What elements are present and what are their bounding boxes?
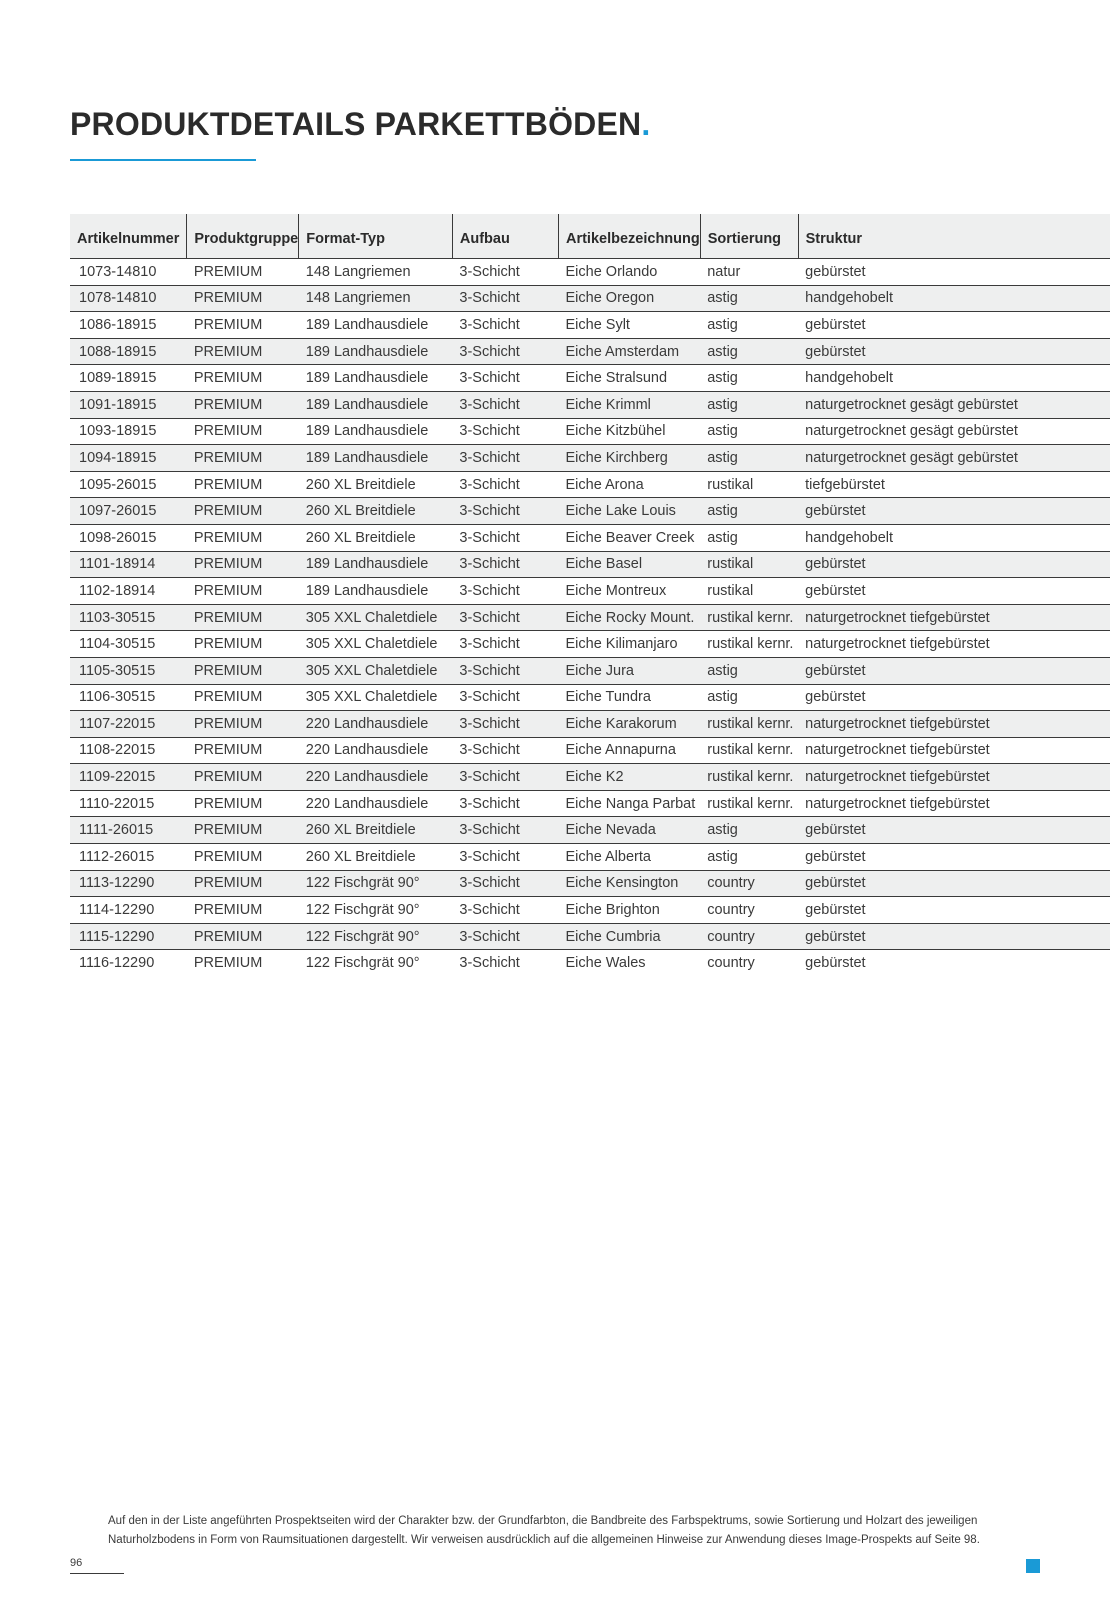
- artikelnummer-cell: 1103-30515: [70, 604, 187, 631]
- format-typ-cell: 260 XL Breitdiele: [299, 471, 453, 498]
- sortierung-cell: astig: [700, 338, 798, 365]
- format-typ-cell: 260 XL Breitdiele: [299, 817, 453, 844]
- format-typ-cell: 305 XXL Chaletdiele: [299, 684, 453, 711]
- artikelbezeichnung-cell: Eiche Karakorum: [558, 711, 700, 738]
- artikelnummer-cell: 1107-22015: [70, 711, 187, 738]
- produktgruppe-cell: PREMIUM: [187, 817, 299, 844]
- artikelnummer-cell: 1078-14810: [70, 285, 187, 312]
- struktur-cell: gebürstet: [798, 817, 1110, 844]
- artikelnummer-cell: 1091-18915: [70, 391, 187, 418]
- artikelbezeichnung-cell: Eiche Wales: [565, 955, 646, 972]
- format-typ-cell: 220 Landhausdiele: [299, 764, 453, 791]
- table-row: [70, 338, 1110, 365]
- produktgruppe-cell: PREMIUM: [187, 445, 299, 472]
- artikelnummer-cell: 1094-18915: [70, 445, 187, 472]
- aufbau-cell: 3-Schicht: [452, 524, 558, 551]
- table-row: [70, 285, 1110, 312]
- page-title-dot: .: [641, 106, 651, 142]
- column-header-aufbau: Aufbau: [452, 214, 558, 259]
- artikelnummer-cell: 1113-12290: [70, 870, 187, 897]
- sortierung-cell: natur: [700, 259, 798, 286]
- struktur-cell: gebürstet: [798, 897, 1110, 924]
- table-row: [70, 870, 1110, 897]
- produktgruppe-cell: PREMIUM: [187, 711, 299, 738]
- struktur-cell: naturgetrocknet gesägt gebürstet: [798, 391, 1110, 418]
- struktur-cell: gebürstet: [798, 657, 1110, 684]
- table-row: [70, 312, 1110, 339]
- format-typ-cell: 220 Landhausdiele: [299, 737, 453, 764]
- aufbau-cell: 3-Schicht: [452, 285, 558, 312]
- table-row: [70, 365, 1110, 392]
- sortierung-cell: rustikal kernr.: [700, 631, 798, 658]
- artikelbezeichnung-cell: Eiche Kirchberg: [558, 445, 700, 472]
- sortierung-cell: astig: [700, 285, 798, 312]
- format-typ-cell: 189 Landhausdiele: [299, 418, 453, 445]
- format-typ-cell: 122 Fischgrät 90°: [299, 870, 453, 897]
- format-typ-cell: 148 Langriemen: [299, 285, 453, 312]
- product-table: [70, 214, 1110, 976]
- aufbau-cell: 3-Schicht: [452, 551, 558, 578]
- format-typ-cell: 189 Landhausdiele: [299, 578, 453, 605]
- column-header-artikelbezeichnung: Artikelbezeichnung: [558, 214, 700, 259]
- table-body: [70, 259, 1110, 977]
- artikelnummer-cell: 1086-18915: [70, 312, 187, 339]
- produktgruppe-cell: PREMIUM: [187, 391, 299, 418]
- format-typ-cell: 220 Landhausdiele: [299, 711, 453, 738]
- artikelbezeichnung-cell: Eiche Montreux: [558, 578, 700, 605]
- produktgruppe-cell: PREMIUM: [187, 923, 299, 950]
- struktur-cell: tiefgebürstet: [798, 471, 1110, 498]
- table-row: [70, 631, 1110, 658]
- aufbau-cell: 3-Schicht: [459, 955, 520, 972]
- title-underline: [70, 159, 256, 161]
- aufbau-cell: 3-Schicht: [452, 631, 558, 658]
- artikelnummer-cell: 1108-22015: [70, 737, 187, 764]
- produktgruppe-cell: PREMIUM: [193, 955, 263, 972]
- sortierung-cell: astig: [700, 418, 798, 445]
- aufbau-cell: 3-Schicht: [452, 391, 558, 418]
- artikelbezeichnung-cell: Eiche Oregon: [558, 285, 700, 312]
- aufbau-cell: 3-Schicht: [452, 498, 558, 525]
- produktgruppe-cell: PREMIUM: [187, 684, 299, 711]
- aufbau-cell: 3-Schicht: [452, 870, 558, 897]
- sortierung-cell: astig: [700, 657, 798, 684]
- artikelbezeichnung-cell: Eiche Kensington: [558, 870, 700, 897]
- table-row: [70, 790, 1110, 817]
- format-typ-cell: 220 Landhausdiele: [299, 790, 453, 817]
- table-row: [70, 391, 1110, 418]
- produktgruppe-cell: PREMIUM: [187, 418, 299, 445]
- artikelbezeichnung-cell: Eiche Nevada: [558, 817, 700, 844]
- sortierung-cell: country: [700, 897, 798, 924]
- artikelbezeichnung-cell: Eiche Cumbria: [558, 923, 700, 950]
- struktur-cell: gebürstet: [798, 312, 1110, 339]
- artikelbezeichnung-cell: Eiche Alberta: [558, 844, 700, 871]
- table-row: [70, 551, 1110, 578]
- struktur-cell: gebürstet: [798, 259, 1110, 286]
- sortierung-cell: country: [700, 870, 798, 897]
- format-typ-cell: 305 XXL Chaletdiele: [299, 657, 453, 684]
- artikelnummer-cell: 1109-22015: [70, 764, 187, 791]
- produktgruppe-cell: PREMIUM: [187, 870, 299, 897]
- table-row: [70, 950, 1110, 976]
- artikelbezeichnung-cell: Eiche Kitzbühel: [558, 418, 700, 445]
- artikelbezeichnung-cell: Eiche Stralsund: [558, 365, 700, 392]
- struktur-cell: gebürstet: [798, 498, 1110, 525]
- produktgruppe-cell: PREMIUM: [187, 498, 299, 525]
- produktgruppe-cell: PREMIUM: [187, 259, 299, 286]
- produktgruppe-cell: PREMIUM: [187, 578, 299, 605]
- format-typ-cell: 189 Landhausdiele: [299, 338, 453, 365]
- format-typ-cell: 260 XL Breitdiele: [299, 524, 453, 551]
- produktgruppe-cell: PREMIUM: [187, 604, 299, 631]
- sortierung-cell: country: [700, 923, 798, 950]
- artikelnummer-cell: 1098-26015: [70, 524, 187, 551]
- struktur-cell: naturgetrocknet tiefgebürstet: [798, 790, 1110, 817]
- produktgruppe-cell: PREMIUM: [187, 737, 299, 764]
- sortierung-cell: astig: [700, 817, 798, 844]
- artikelbezeichnung-cell: Eiche Sylt: [558, 312, 700, 339]
- struktur-cell: gebürstet: [798, 923, 1110, 950]
- format-typ-cell: 122 Fischgrät 90°: [305, 955, 420, 972]
- table-header-row: [70, 214, 1110, 259]
- aufbau-cell: 3-Schicht: [452, 764, 558, 791]
- struktur-cell: handgehobelt: [798, 365, 1110, 392]
- artikelnummer-cell: 1088-18915: [70, 338, 187, 365]
- produktgruppe-cell: PREMIUM: [187, 551, 299, 578]
- corner-accent-square: [1026, 1559, 1040, 1573]
- sortierung-cell: astig: [700, 844, 798, 871]
- artikelbezeichnung-cell: Eiche K2: [558, 764, 700, 791]
- aufbau-cell: 3-Schicht: [452, 657, 558, 684]
- sortierung-cell: astig: [700, 445, 798, 472]
- artikelbezeichnung-cell: Eiche Brighton: [558, 897, 700, 924]
- format-typ-cell: 260 XL Breitdiele: [299, 844, 453, 871]
- sortierung-cell: astig: [700, 498, 798, 525]
- struktur-cell: gebürstet: [798, 338, 1110, 365]
- format-typ-cell: 122 Fischgrät 90°: [299, 897, 453, 924]
- table-row: [70, 498, 1110, 525]
- struktur-cell: gebürstet: [805, 955, 866, 972]
- table-row: [70, 844, 1110, 871]
- artikelbezeichnung-cell: Eiche Nanga Parbat: [558, 790, 700, 817]
- aufbau-cell: 3-Schicht: [452, 418, 558, 445]
- table-row: [70, 604, 1110, 631]
- struktur-cell: gebürstet: [798, 578, 1110, 605]
- produktgruppe-cell: PREMIUM: [187, 897, 299, 924]
- produktgruppe-cell: PREMIUM: [187, 764, 299, 791]
- struktur-cell: gebürstet: [798, 551, 1110, 578]
- artikelbezeichnung-cell: Eiche Rocky Mount.: [558, 604, 700, 631]
- sortierung-cell: rustikal: [700, 578, 798, 605]
- format-typ-cell: 189 Landhausdiele: [299, 312, 453, 339]
- table-row: [70, 657, 1110, 684]
- format-typ-cell: 260 XL Breitdiele: [299, 498, 453, 525]
- aufbau-cell: 3-Schicht: [452, 684, 558, 711]
- artikelbezeichnung-cell: Eiche Beaver Creek: [558, 524, 700, 551]
- struktur-cell: naturgetrocknet gesägt gebürstet: [798, 445, 1110, 472]
- produktgruppe-cell: PREMIUM: [187, 844, 299, 871]
- aufbau-cell: 3-Schicht: [452, 923, 558, 950]
- artikelbezeichnung-cell: Eiche Kilimanjaro: [558, 631, 700, 658]
- aufbau-cell: 3-Schicht: [452, 790, 558, 817]
- table-row: [70, 259, 1110, 286]
- artikelbezeichnung-cell: Eiche Tundra: [558, 684, 700, 711]
- artikelbezeichnung-cell: Eiche Jura: [558, 657, 700, 684]
- struktur-cell: naturgetrocknet gesägt gebürstet: [798, 418, 1110, 445]
- artikelbezeichnung-cell: Eiche Basel: [558, 551, 700, 578]
- format-typ-cell: 305 XXL Chaletdiele: [299, 604, 453, 631]
- struktur-cell: gebürstet: [798, 844, 1110, 871]
- artikelnummer-cell: 1102-18914: [70, 578, 187, 605]
- sortierung-cell: astig: [700, 312, 798, 339]
- artikelnummer-cell: 1112-26015: [70, 844, 187, 871]
- produktgruppe-cell: PREMIUM: [187, 657, 299, 684]
- sortierung-cell: astig: [700, 524, 798, 551]
- produktgruppe-cell: PREMIUM: [187, 285, 299, 312]
- sortierung-cell: country: [707, 955, 755, 972]
- produktgruppe-cell: PREMIUM: [187, 471, 299, 498]
- table-row: [70, 684, 1110, 711]
- column-header-artikelnummer: Artikelnummer: [70, 214, 187, 259]
- artikelnummer-cell: 1089-18915: [70, 365, 187, 392]
- sortierung-cell: rustikal: [700, 471, 798, 498]
- table-row: [70, 737, 1110, 764]
- artikelnummer-cell: 1115-12290: [70, 923, 187, 950]
- column-header-produktgruppe: Produktgruppe: [187, 214, 299, 259]
- aufbau-cell: 3-Schicht: [452, 338, 558, 365]
- aufbau-cell: 3-Schicht: [452, 471, 558, 498]
- artikelnummer-cell: 1110-22015: [70, 790, 187, 817]
- artikelnummer-cell: 1095-26015: [70, 471, 187, 498]
- format-typ-cell: 305 XXL Chaletdiele: [299, 631, 453, 658]
- aufbau-cell: 3-Schicht: [452, 897, 558, 924]
- produktgruppe-cell: PREMIUM: [187, 338, 299, 365]
- produktgruppe-cell: PREMIUM: [187, 312, 299, 339]
- aufbau-cell: 3-Schicht: [452, 312, 558, 339]
- sortierung-cell: astig: [700, 365, 798, 392]
- sortierung-cell: rustikal kernr.: [700, 604, 798, 631]
- table-row: [70, 817, 1110, 844]
- artikelnummer-cell: 1093-18915: [70, 418, 187, 445]
- page-title: [70, 106, 650, 143]
- struktur-cell: naturgetrocknet tiefgebürstet: [798, 737, 1110, 764]
- format-typ-cell: 122 Fischgrät 90°: [299, 923, 453, 950]
- artikelnummer-cell: 1116-12290: [79, 955, 155, 972]
- sortierung-cell: astig: [700, 684, 798, 711]
- table-row: [70, 923, 1110, 950]
- struktur-cell: naturgetrocknet tiefgebürstet: [798, 604, 1110, 631]
- struktur-cell: naturgetrocknet tiefgebürstet: [798, 631, 1110, 658]
- artikelnummer-cell: 1104-30515: [70, 631, 187, 658]
- page-title-text: PRODUKTDETAILS PARKETTBÖDEN: [70, 106, 642, 142]
- artikelbezeichnung-cell: Eiche Annapurna: [558, 737, 700, 764]
- aufbau-cell: 3-Schicht: [452, 737, 558, 764]
- produktgruppe-cell: PREMIUM: [187, 524, 299, 551]
- table-row: [70, 897, 1110, 924]
- format-typ-cell: 189 Landhausdiele: [299, 551, 453, 578]
- table-row: [70, 764, 1110, 791]
- sortierung-cell: rustikal kernr.: [700, 764, 798, 791]
- artikelbezeichnung-cell: Eiche Lake Louis: [558, 498, 700, 525]
- produktgruppe-cell: PREMIUM: [187, 365, 299, 392]
- page-number-underline: [70, 1573, 124, 1574]
- struktur-cell: gebürstet: [798, 870, 1110, 897]
- format-typ-cell: 189 Landhausdiele: [299, 391, 453, 418]
- aufbau-cell: 3-Schicht: [452, 844, 558, 871]
- struktur-cell: naturgetrocknet tiefgebürstet: [798, 711, 1110, 738]
- format-typ-cell: 148 Langriemen: [299, 259, 453, 286]
- produktgruppe-cell: PREMIUM: [187, 790, 299, 817]
- sortierung-cell: rustikal kernr.: [700, 790, 798, 817]
- table-row: [70, 578, 1110, 605]
- format-typ-cell: 189 Landhausdiele: [299, 445, 453, 472]
- struktur-cell: handgehobelt: [798, 524, 1110, 551]
- artikelbezeichnung-cell: Eiche Amsterdam: [558, 338, 700, 365]
- aufbau-cell: 3-Schicht: [452, 445, 558, 472]
- artikelbezeichnung-cell: Eiche Krimml: [558, 391, 700, 418]
- column-header-format-typ: Format-Typ: [299, 214, 453, 259]
- aufbau-cell: 3-Schicht: [452, 578, 558, 605]
- artikelbezeichnung-cell: Eiche Orlando: [558, 259, 700, 286]
- artikelnummer-cell: 1111-26015: [70, 817, 187, 844]
- table-row: [70, 524, 1110, 551]
- aufbau-cell: 3-Schicht: [452, 365, 558, 392]
- column-header-struktur: Struktur: [798, 214, 1110, 259]
- artikelnummer-cell: 1114-12290: [70, 897, 187, 924]
- aufbau-cell: 3-Schicht: [452, 259, 558, 286]
- struktur-cell: handgehobelt: [798, 285, 1110, 312]
- artikelnummer-cell: 1073-14810: [70, 259, 187, 286]
- struktur-cell: gebürstet: [798, 684, 1110, 711]
- table-row: [70, 471, 1110, 498]
- struktur-cell: naturgetrocknet tiefgebürstet: [798, 764, 1110, 791]
- table-row: [70, 445, 1110, 472]
- sortierung-cell: rustikal: [700, 551, 798, 578]
- aufbau-cell: 3-Schicht: [452, 817, 558, 844]
- table-row: [70, 711, 1110, 738]
- table-row: [70, 418, 1110, 445]
- format-typ-cell: 189 Landhausdiele: [299, 365, 453, 392]
- column-header-sortierung: Sortierung: [700, 214, 798, 259]
- sortierung-cell: rustikal kernr.: [700, 737, 798, 764]
- sortierung-cell: astig: [700, 391, 798, 418]
- produktgruppe-cell: PREMIUM: [187, 631, 299, 658]
- artikelnummer-cell: 1097-26015: [70, 498, 187, 525]
- artikelnummer-cell: 1105-30515: [70, 657, 187, 684]
- page-number: 96: [70, 1557, 83, 1569]
- artikelnummer-cell: 1101-18914: [70, 551, 187, 578]
- footnote: Auf den in der Liste angeführten Prospektseiten wird der Charakter bzw. der Grundfarbton, die Bandbreite des Farbspektrums, sowie Sortierung und Holzart des jeweiligen Naturholzbodens in Form von Raumsituationen dargestellt. Wir verweisen ausdrücklich auf die allgemeinen Hinweise zur Anwendung dieses Image-Prospekts auf Seite 98.: [108, 1515, 980, 1546]
- artikelbezeichnung-cell: Eiche Arona: [558, 471, 700, 498]
- sortierung-cell: rustikal kernr.: [700, 711, 798, 738]
- artikelnummer-cell: 1106-30515: [70, 684, 187, 711]
- aufbau-cell: 3-Schicht: [452, 604, 558, 631]
- aufbau-cell: 3-Schicht: [452, 711, 558, 738]
